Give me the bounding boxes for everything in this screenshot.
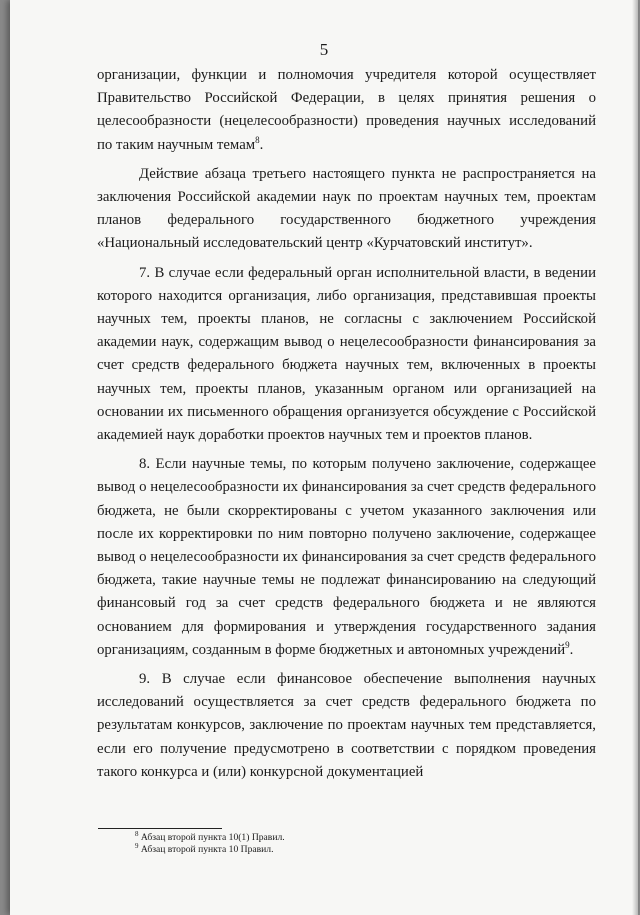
- page-number: 5: [319, 40, 329, 59]
- footnotes: [135, 829, 285, 857]
- footnote-9: [135, 844, 285, 856]
- footnote-text: Абзац второй пункта 10(1) Правил.: [138, 832, 285, 843]
- footnote-text: Абзац второй пункта 10 Правил.: [138, 844, 274, 856]
- paragraph-text: 7. В случае если федеральный орган исполнительной власти, в ведении которого находится организация, либо организация, представившая проекты научных тем, проекты планов, не согласны с заключением Российской академии наук, содержащим вывод о нецелесообразности финансирования за счет средств федерального бюджета научных тем, включенных в проекты научных тем, проекты планов, указанным органом или организацией на основании их письменного обращения организуется обсуждение с Российской академией наук доработки проектов научных тем и проектов планов.: [97, 264, 596, 444]
- paragraph-continuation: [97, 64, 596, 157]
- footnote-mark: 9: [135, 842, 139, 851]
- paragraph-text: Действие абзаца третьего настоящего пункта не распространяется на заключения Российской академии наук по проектам научных тем, проектам планов федерального государственного бюджетного учреждения «Национальный исследовательский центр «Курчатовский институт».: [97, 165, 596, 252]
- footnote-mark: 8: [135, 829, 139, 838]
- paragraph-item-8: [97, 453, 596, 662]
- paragraph-text: 9. В случае если финансовое обеспечение выполнения научных исследований осуществляется за счет средств федерального бюджета по результатам конкурсов, заключение по проектам научных тем представляется, если его получение предусмотрено в соответствии с порядком проведения такого конкурса и (или) конкурсной документацией: [97, 671, 596, 780]
- paragraph-text: организации, функции и полномочия учредителя которой осуществляет Правительство Российской Федерации, в целях принятия решения о целесообразности (нецелесообразности) проведения научных исследований по таким научным темам: [97, 67, 596, 153]
- paragraph-tail: .: [569, 641, 574, 658]
- footnote-ref[interactable]: 8: [255, 134, 260, 145]
- paragraph-exception: [97, 163, 596, 256]
- paragraph-item-7: [97, 262, 596, 448]
- footnote-separator: [98, 828, 222, 829]
- paragraph-tail: .: [259, 136, 264, 153]
- footnote-8: [135, 829, 285, 844]
- footnote-ref[interactable]: 9: [565, 639, 570, 650]
- paragraph-item-9: [97, 668, 596, 784]
- paragraph-text: 8. Если научные темы, по которым получено заключение, содержащее вывод о нецелесообразности их финансирования за счет средств федерального бюджета, не были скорректированы с учетом указанного заключения или после их корректировки по ним повторно получено заключение, содержащее вывод о нецелесообразности их финансирования за счет средств федерального бюджета, такие научные темы не подлежат финансированию на следующий финансовый год за счет средств федерального бюджета и не являются основанием для формирования и утверждения государственного задания организациям, созданным в форме бюджетных и автономных учреждений: [97, 456, 596, 658]
- document-page: [10, 0, 638, 915]
- document-body: [97, 64, 596, 784]
